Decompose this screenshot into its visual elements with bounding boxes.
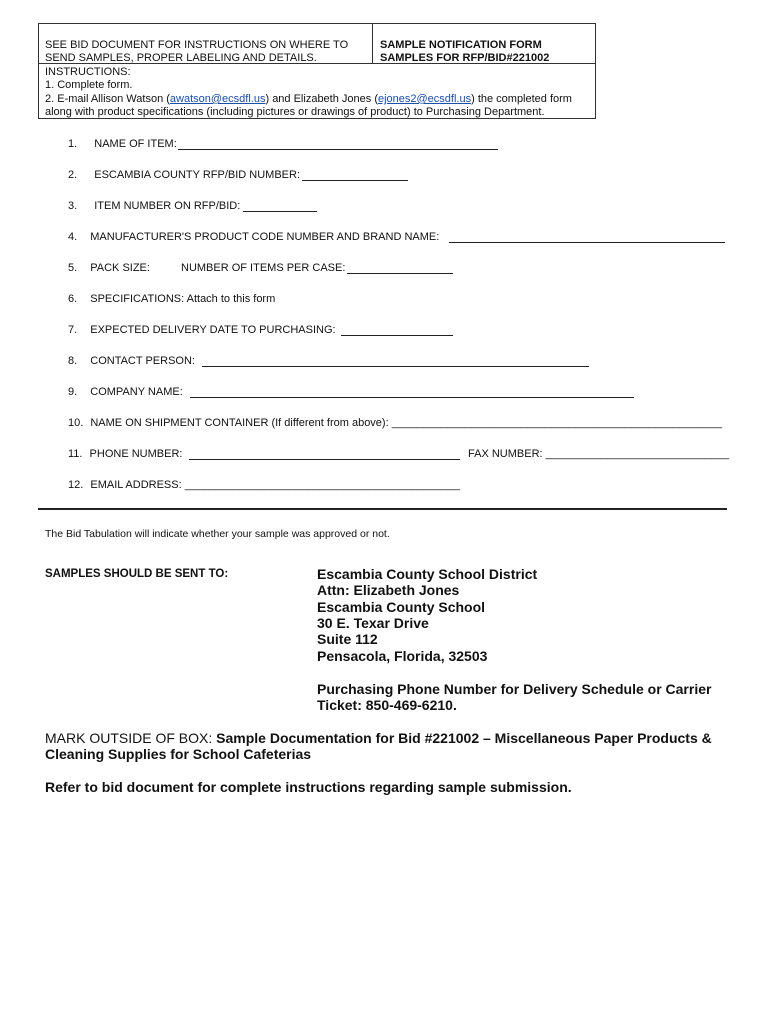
item-label: NAME OF ITEM: bbox=[94, 138, 177, 150]
contact-person-field[interactable] bbox=[202, 366, 589, 367]
item-number-field[interactable] bbox=[243, 211, 317, 212]
item-number: 1. bbox=[68, 138, 78, 150]
item-label: CONTACT PERSON: bbox=[90, 355, 195, 367]
item-label: COMPANY NAME: bbox=[90, 386, 183, 398]
item-number: 3. bbox=[68, 200, 78, 212]
form-item-6 bbox=[68, 293, 275, 306]
item-label: EXPECTED DELIVERY DATE TO PURCHASING: bbox=[90, 324, 336, 336]
form-item-2 bbox=[68, 169, 300, 182]
refer-note: Refer to bid document for complete instructions regarding sample submission. bbox=[45, 779, 572, 795]
step2-prefix: 2. E-mail Allison Watson ( bbox=[45, 93, 170, 105]
instructions-step2-line2: along with product specifications (including pictures or drawings of product) to Purchasing Department. bbox=[45, 106, 545, 118]
mark-outside-line2: Cleaning Supplies for School Cafeterias bbox=[45, 746, 312, 762]
item-label: PHONE NUMBER: bbox=[89, 448, 183, 460]
form-item-8 bbox=[68, 355, 195, 368]
mark-outside-line1 bbox=[45, 730, 712, 746]
form-item-11 bbox=[68, 448, 182, 461]
address-line-4: 30 E. Texar Drive bbox=[317, 615, 429, 631]
step2-suffix: ) the completed form bbox=[471, 93, 572, 105]
item-label: ESCAMBIA COUNTY RFP/BID NUMBER: bbox=[94, 169, 301, 181]
item-number: 9. bbox=[68, 386, 78, 398]
section-divider bbox=[38, 508, 727, 510]
sample-documentation-title: Sample Documentation for Bid #221002 – Miscellaneous Paper Products & bbox=[216, 730, 712, 746]
address-line-1: Escambia County School District bbox=[317, 566, 538, 582]
item-label: SPECIFICATIONS: Attach to this form bbox=[90, 293, 276, 305]
address-line-6: Pensacola, Florida, 32503 bbox=[317, 648, 488, 664]
email-link-awatson[interactable]: awatson@ecsdfl.us bbox=[169, 93, 266, 105]
company-name-field[interactable] bbox=[190, 397, 634, 398]
purchasing-phone-line2: Ticket: 850-469-6210. bbox=[317, 697, 457, 713]
header-left-line2: SEND SAMPLES, PROPER LABELING AND DETAILS. bbox=[45, 52, 317, 64]
item-number: 11. bbox=[68, 448, 83, 460]
item-number: 2. bbox=[68, 169, 78, 181]
form-item-7 bbox=[68, 324, 336, 337]
header-left-line1: SEE BID DOCUMENT FOR INSTRUCTIONS ON WHERE TO bbox=[45, 39, 349, 51]
form-subtitle: SAMPLES FOR RFP/BID#221002 bbox=[380, 52, 550, 64]
name-of-item-field[interactable] bbox=[178, 149, 498, 150]
purchasing-phone-line1: Purchasing Phone Number for Delivery Schedule or Carrier bbox=[317, 681, 712, 697]
tabulation-note: The Bid Tabulation will indicate whether your sample was approved or not. bbox=[45, 528, 390, 540]
item-number: 6. bbox=[68, 293, 78, 305]
item-number: 10. bbox=[68, 417, 84, 429]
form-item-4 bbox=[68, 231, 439, 244]
item-label[interactable]: EMAIL ADDRESS: _____________________________________________ bbox=[90, 479, 460, 491]
address-line-3: Escambia County School bbox=[317, 599, 486, 615]
items-per-case-label: NUMBER OF ITEMS PER CASE: bbox=[181, 262, 346, 274]
header-divider-vertical bbox=[372, 24, 373, 63]
form-item-1 bbox=[68, 138, 177, 151]
fax-number-label[interactable]: FAX NUMBER: ______________________________ bbox=[468, 448, 730, 460]
item-label: MANUFACTURER'S PRODUCT CODE NUMBER AND BRAND NAME: bbox=[90, 231, 440, 243]
instructions-step1: 1. Complete form. bbox=[45, 79, 133, 91]
item-label: PACK SIZE: bbox=[90, 262, 150, 274]
item-number: 5. bbox=[68, 262, 78, 274]
item-label: ITEM NUMBER ON RFP/BID: bbox=[94, 200, 241, 212]
product-code-field[interactable] bbox=[449, 242, 725, 243]
instructions-title: INSTRUCTIONS: bbox=[45, 66, 131, 78]
form-item-9 bbox=[68, 386, 183, 399]
step2-mid: ) and Elizabeth Jones ( bbox=[265, 93, 378, 105]
mark-outside-prefix: MARK OUTSIDE OF BOX: bbox=[45, 730, 213, 746]
address-line-5: Suite 112 bbox=[317, 631, 378, 647]
form-item-3 bbox=[68, 200, 240, 213]
instructions-step2 bbox=[45, 93, 572, 106]
header-box bbox=[38, 23, 596, 119]
form-title: SAMPLE NOTIFICATION FORM bbox=[380, 39, 542, 51]
item-number: 7. bbox=[68, 324, 78, 336]
phone-number-field[interactable] bbox=[189, 459, 460, 460]
form-item-5 bbox=[68, 262, 150, 275]
item-number: 12. bbox=[68, 479, 84, 491]
email-link-ejones[interactable]: ejones2@ecsdfl.us bbox=[377, 93, 472, 105]
delivery-date-field[interactable] bbox=[341, 335, 453, 336]
form-item-12 bbox=[68, 479, 460, 492]
item-label[interactable]: NAME ON SHIPMENT CONTAINER (If different from above): ______________________________________________________ bbox=[90, 417, 723, 429]
item-number: 8. bbox=[68, 355, 78, 367]
item-number: 4. bbox=[68, 231, 78, 243]
ship-to-heading: SAMPLES SHOULD BE SENT TO: bbox=[45, 568, 229, 580]
address-line-2: Attn: Elizabeth Jones bbox=[317, 582, 460, 598]
form-item-10 bbox=[68, 417, 722, 430]
items-per-case-field[interactable] bbox=[347, 273, 453, 274]
rfp-bid-number-field[interactable] bbox=[302, 180, 408, 181]
